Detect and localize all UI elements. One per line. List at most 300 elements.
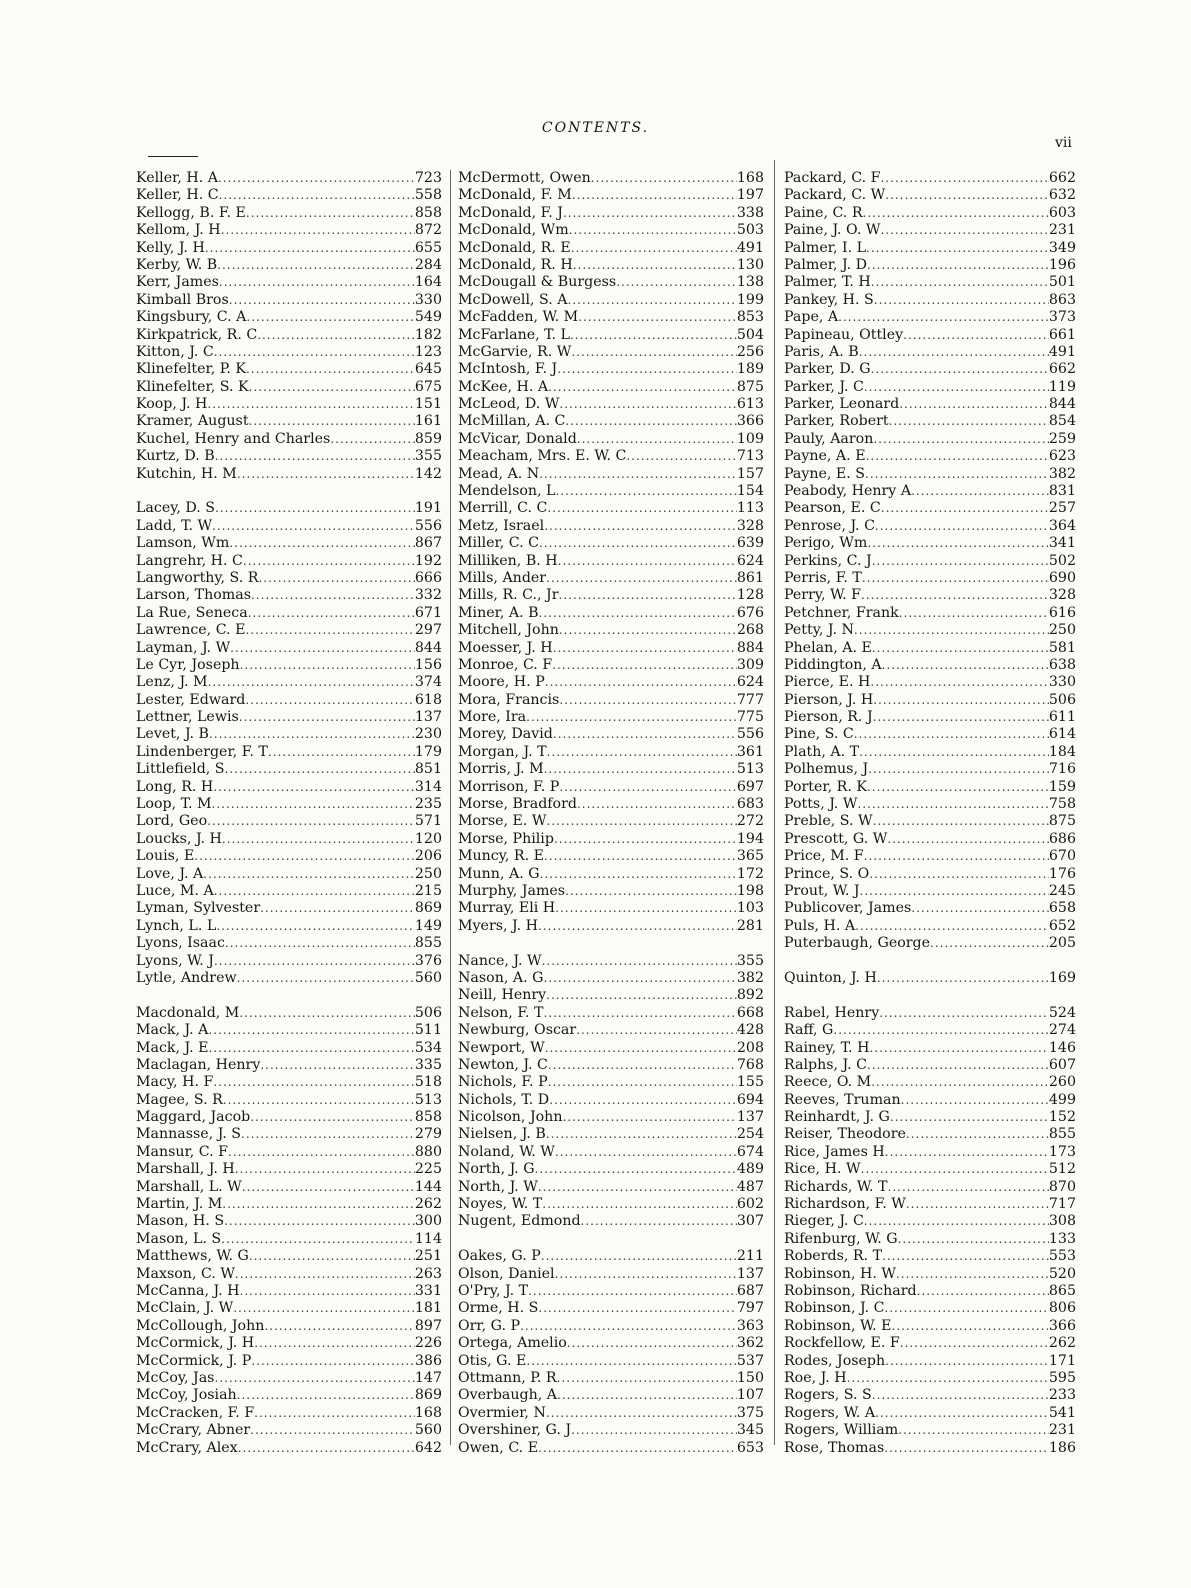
dot-leader xyxy=(222,1196,415,1213)
entry-page-number: 215 xyxy=(414,883,442,899)
entry-name: Preble, S. W xyxy=(784,813,873,830)
index-entry xyxy=(136,744,442,761)
index-entry xyxy=(784,1353,1076,1370)
index-entry xyxy=(784,1057,1076,1074)
entry-page-number: 524 xyxy=(1048,1004,1076,1021)
index-entry xyxy=(136,587,442,604)
index-entry xyxy=(136,1161,442,1178)
dot-leader xyxy=(548,1057,737,1074)
entry-name: Nance, J. W xyxy=(458,952,542,969)
dot-leader xyxy=(219,187,415,204)
entry-name: McVicar, Donald xyxy=(458,430,577,447)
entry-page-number: 250 xyxy=(414,865,442,882)
index-entry xyxy=(784,448,1076,465)
dot-leader xyxy=(875,1405,1049,1422)
entry-page-number: 506 xyxy=(1048,691,1076,708)
entry-page-number: 854 xyxy=(1048,413,1076,430)
index-entry xyxy=(136,605,442,622)
entry-name: McCollough, John xyxy=(136,1317,265,1334)
entry-name: Overshiner, G. J xyxy=(458,1422,572,1439)
entry-name: Lindenberger, F. T xyxy=(136,743,268,760)
entry-page-number: 225 xyxy=(414,1161,442,1178)
entry-name: Kirkpatrick, R. C xyxy=(136,326,258,343)
dot-leader xyxy=(555,483,736,500)
dot-leader xyxy=(215,448,415,465)
dot-leader xyxy=(866,448,1049,465)
entry-name: O'Pry, J. T xyxy=(458,1282,529,1299)
index-entry xyxy=(136,1057,442,1074)
index-entry xyxy=(458,257,764,274)
page-number: vii xyxy=(1055,135,1072,151)
dot-leader xyxy=(242,1179,415,1196)
entry-name: More, Ira xyxy=(458,709,527,726)
index-entry xyxy=(458,1283,764,1300)
dot-leader xyxy=(246,361,415,378)
entry-page-number: 671 xyxy=(414,604,442,621)
dot-leader xyxy=(238,1440,415,1457)
entry-name: Maclagan, Henry xyxy=(136,1056,261,1073)
dot-leader xyxy=(553,640,737,657)
dot-leader xyxy=(559,779,737,796)
dot-leader xyxy=(881,500,1049,517)
dot-leader xyxy=(557,1370,737,1387)
index-entry xyxy=(136,848,442,865)
entry-name: Payne, A. E xyxy=(784,448,866,465)
entry-page-number: 869 xyxy=(414,1387,442,1404)
index-entry xyxy=(784,170,1076,187)
index-entry xyxy=(458,518,764,535)
entry-name: Ottmann, P. R xyxy=(458,1369,557,1386)
dot-leader xyxy=(568,292,737,309)
dot-leader xyxy=(215,500,415,517)
entry-name: McCormick, J. P xyxy=(136,1352,252,1369)
entry-name: McGarvie, R. W xyxy=(458,343,572,360)
entry-name: Keller, H. A xyxy=(136,169,218,186)
index-entry xyxy=(784,1387,1076,1404)
index-entry xyxy=(136,1074,442,1091)
entry-name: Lamson, Wm xyxy=(136,535,230,552)
entry-page-number: 662 xyxy=(1048,361,1076,378)
entry-page-number: 245 xyxy=(1048,883,1076,899)
index-entry xyxy=(458,344,764,361)
dot-leader xyxy=(859,344,1049,361)
column-divider-2 xyxy=(774,160,775,1445)
index-entry xyxy=(784,1335,1076,1352)
entry-page-number: 186 xyxy=(1048,1439,1076,1456)
entry-page-number: 553 xyxy=(1048,1248,1076,1265)
dot-leader xyxy=(555,900,737,917)
entry-name: McCrary, Abner xyxy=(136,1422,251,1439)
entry-name: Loucks, J. H xyxy=(136,830,222,847)
dot-leader xyxy=(223,1092,415,1109)
index-entry xyxy=(784,535,1076,552)
entry-page-number: 274 xyxy=(1048,1022,1076,1039)
dot-leader xyxy=(557,361,737,378)
entry-page-number: 137 xyxy=(736,1109,764,1126)
entry-page-number: 875 xyxy=(1048,813,1076,830)
entry-name: Plath, A. T xyxy=(784,743,860,760)
index-entry xyxy=(136,309,442,326)
index-entry xyxy=(458,1266,764,1283)
entry-name: Paine, C. R xyxy=(784,204,863,221)
entry-name: Prescott, G. W xyxy=(784,830,888,847)
dot-leader xyxy=(205,240,415,257)
dot-leader xyxy=(535,1161,737,1178)
index-entry xyxy=(784,1144,1076,1161)
index-entry xyxy=(458,1161,764,1178)
entry-name: Robinson, H. W xyxy=(784,1265,896,1282)
dot-leader xyxy=(563,205,737,222)
index-entry xyxy=(136,1387,442,1404)
entry-name: Orr, G. P xyxy=(458,1317,521,1334)
entry-page-number: 632 xyxy=(1048,187,1076,204)
index-entry xyxy=(458,1405,764,1422)
index-entry xyxy=(136,1179,442,1196)
entry-name: Petchner, Frank xyxy=(784,604,899,621)
index-entry xyxy=(784,1300,1076,1317)
entry-page-number: 109 xyxy=(736,430,764,447)
entry-name: Kellom, J. H xyxy=(136,222,221,239)
dot-leader xyxy=(872,553,1049,570)
entry-name: Piddington, A xyxy=(784,656,882,673)
index-entry xyxy=(136,1266,442,1283)
entry-name: Neill, Henry xyxy=(458,987,547,1004)
entry-name: Prince, S. O xyxy=(784,865,870,882)
index-entry xyxy=(136,622,442,639)
index-entry xyxy=(458,274,764,291)
dot-leader xyxy=(260,1057,415,1074)
entry-page-number: 262 xyxy=(414,1196,442,1213)
entry-page-number: 499 xyxy=(1048,1091,1076,1108)
index-entry xyxy=(458,570,764,587)
header-rule xyxy=(148,156,198,157)
dot-leader xyxy=(863,205,1049,222)
index-entry xyxy=(458,987,764,1004)
entry-name: Lord, Geo xyxy=(136,813,208,830)
entry-page-number: 624 xyxy=(736,552,764,569)
entry-name: Lacey, D. S xyxy=(136,500,215,517)
index-entry xyxy=(136,953,442,970)
index-entry xyxy=(784,222,1076,239)
entry-page-number: 376 xyxy=(414,952,442,969)
entry-page-number: 556 xyxy=(414,517,442,534)
entry-name: Morey, David xyxy=(458,726,553,743)
entry-name: McCrary, Alex xyxy=(136,1439,238,1456)
entry-page-number: 366 xyxy=(736,413,764,430)
index-entry xyxy=(784,1440,1076,1457)
entry-page-number: 607 xyxy=(1048,1056,1076,1073)
dot-leader xyxy=(548,1074,737,1091)
dot-leader xyxy=(214,344,415,361)
entry-page-number: 308 xyxy=(1048,1213,1076,1230)
entry-name: Macy, H. F xyxy=(136,1074,214,1091)
dot-leader xyxy=(240,1283,415,1300)
dot-leader xyxy=(233,1300,415,1317)
index-entry xyxy=(784,587,1076,604)
entry-page-number: 652 xyxy=(1048,917,1076,934)
entry-name: Otis, G. E xyxy=(458,1352,527,1369)
entry-name: Payne, E. S xyxy=(784,465,866,482)
entry-name: Klinefelter, P. K xyxy=(136,361,247,378)
index-entry xyxy=(784,1370,1076,1387)
dot-leader xyxy=(884,1440,1049,1457)
entry-name: Morse, Bradford xyxy=(458,796,577,813)
dot-leader xyxy=(558,553,737,570)
index-entry xyxy=(458,1387,764,1404)
entry-page-number: 331 xyxy=(414,1282,442,1299)
dot-leader xyxy=(225,761,415,778)
entry-name: McFadden, W. M xyxy=(458,309,579,326)
index-entry xyxy=(784,657,1076,674)
dot-leader xyxy=(245,692,415,709)
index-entry xyxy=(458,866,764,883)
dot-leader xyxy=(237,1387,415,1404)
entry-page-number: 768 xyxy=(736,1056,764,1073)
dot-leader xyxy=(544,518,737,535)
index-entry xyxy=(784,1005,1076,1022)
dot-leader xyxy=(547,744,737,761)
index-entry xyxy=(458,674,764,691)
entry-page-number: 103 xyxy=(736,900,764,917)
index-entry xyxy=(784,1109,1076,1126)
index-entry xyxy=(136,500,442,517)
entry-page-number: 870 xyxy=(1048,1178,1076,1195)
entry-name: Kutchin, H. M xyxy=(136,465,237,482)
entry-name: La Rue, Seneca xyxy=(136,604,248,621)
entry-page-number: 560 xyxy=(414,969,442,986)
entry-page-number: 374 xyxy=(414,674,442,691)
dot-leader xyxy=(854,622,1049,639)
entry-name: Nason, A. G xyxy=(458,969,544,986)
index-entry xyxy=(784,709,1076,726)
entry-page-number: 602 xyxy=(736,1196,764,1213)
index-entry xyxy=(458,535,764,552)
index-entry xyxy=(784,622,1076,639)
dot-leader xyxy=(246,205,415,222)
entry-page-number: 257 xyxy=(1048,500,1076,517)
entry-name: Mora, Francis xyxy=(458,691,560,708)
index-entry xyxy=(136,1370,442,1387)
entry-name: Mansur, C. F xyxy=(136,1143,228,1160)
entry-page-number: 197 xyxy=(736,187,764,204)
entry-page-number: 503 xyxy=(736,222,764,239)
index-entry xyxy=(458,466,764,483)
entry-name: McKee, H. A xyxy=(458,378,549,395)
entry-page-number: 541 xyxy=(1048,1404,1076,1421)
index-entry xyxy=(784,292,1076,309)
dot-leader xyxy=(572,187,737,204)
dot-leader xyxy=(874,292,1049,309)
index-entry xyxy=(136,727,442,744)
dot-leader xyxy=(216,918,415,935)
entry-page-number: 138 xyxy=(736,274,764,291)
entry-page-number: 307 xyxy=(736,1213,764,1230)
entry-page-number: 341 xyxy=(1048,535,1076,552)
entry-page-number: 697 xyxy=(736,778,764,795)
entry-name: Perigo, Wm xyxy=(784,535,868,552)
entry-page-number: 502 xyxy=(1048,552,1076,569)
index-entry xyxy=(784,1318,1076,1335)
index-entry xyxy=(784,796,1076,813)
entry-page-number: 147 xyxy=(414,1369,442,1386)
entry-page-number: 262 xyxy=(1048,1335,1076,1352)
dot-leader xyxy=(879,1005,1049,1022)
entry-name: McDonald, R. H xyxy=(458,256,573,273)
dot-leader xyxy=(542,953,737,970)
entry-page-number: 233 xyxy=(1048,1387,1076,1404)
entry-name: Miner, A. B xyxy=(458,604,539,621)
entry-page-number: 263 xyxy=(414,1265,442,1282)
dot-leader xyxy=(591,170,737,187)
entry-page-number: 256 xyxy=(736,343,764,360)
index-entry xyxy=(458,831,764,848)
dot-leader xyxy=(867,257,1049,274)
entry-name: McDonald, R. E xyxy=(458,239,571,256)
dot-leader xyxy=(251,1353,415,1370)
entry-name: Overbaugh, A xyxy=(458,1387,557,1404)
dot-leader xyxy=(891,1318,1048,1335)
entry-page-number: 198 xyxy=(736,883,764,899)
entry-page-number: 123 xyxy=(414,343,442,360)
index-entry xyxy=(784,396,1076,413)
index-entry xyxy=(784,831,1076,848)
entry-name: Potts, J. W xyxy=(784,796,858,813)
entry-name: Murray, Eli H xyxy=(458,900,556,917)
entry-page-number: 199 xyxy=(736,291,764,308)
entry-name: Martin, J. M xyxy=(136,1196,223,1213)
entry-page-number: 658 xyxy=(1048,900,1076,917)
entry-name: Kitton, J. C xyxy=(136,343,214,360)
entry-page-number: 151 xyxy=(414,396,442,413)
dot-leader xyxy=(559,692,737,709)
entry-name: Mack, J. E xyxy=(136,1039,209,1056)
index-entry xyxy=(136,692,442,709)
entry-name: Larson, Thomas xyxy=(136,587,251,604)
entry-name: Reiser, Theodore xyxy=(784,1126,906,1143)
index-entry xyxy=(458,187,764,204)
index-entry xyxy=(458,1005,764,1022)
dot-leader xyxy=(203,866,415,883)
entry-page-number: 179 xyxy=(414,743,442,760)
entry-name: Keller, H. C xyxy=(136,187,219,204)
dot-leader xyxy=(875,518,1049,535)
index-entry xyxy=(784,1283,1076,1300)
dot-leader xyxy=(847,1370,1049,1387)
index-entry xyxy=(784,813,1076,830)
dot-leader xyxy=(885,187,1049,204)
dot-leader xyxy=(877,970,1049,987)
entry-page-number: 675 xyxy=(414,378,442,395)
entry-name: Packard, C. F xyxy=(784,169,881,186)
entry-page-number: 661 xyxy=(1048,326,1076,343)
entry-page-number: 338 xyxy=(736,204,764,221)
entry-page-number: 194 xyxy=(736,830,764,847)
dot-leader xyxy=(208,674,415,691)
dot-leader xyxy=(528,1283,737,1300)
entry-name: Le Cyr, Joseph xyxy=(136,656,240,673)
entry-page-number: 382 xyxy=(736,969,764,986)
dot-leader xyxy=(547,500,737,517)
index-entry xyxy=(136,535,442,552)
dot-leader xyxy=(235,1161,415,1178)
entry-page-number: 863 xyxy=(1048,291,1076,308)
index-entry xyxy=(458,1144,764,1161)
entry-page-number: 363 xyxy=(736,1317,764,1334)
entry-name: Langrehr, H. C xyxy=(136,552,243,569)
index-entry xyxy=(458,431,764,448)
index-entry xyxy=(784,1040,1076,1057)
entry-page-number: 670 xyxy=(1048,848,1076,865)
entry-name: Magee, S. R xyxy=(136,1091,223,1108)
entry-page-number: 858 xyxy=(414,204,442,221)
entry-name: McDonald, Wm xyxy=(458,222,569,239)
dot-leader xyxy=(867,1057,1049,1074)
dot-leader xyxy=(567,1335,737,1352)
dot-leader xyxy=(214,1370,414,1387)
entry-page-number: 176 xyxy=(1048,865,1076,882)
index-entry xyxy=(458,500,764,517)
index-entry xyxy=(458,1040,764,1057)
dot-leader xyxy=(541,1248,737,1265)
dot-leader xyxy=(870,674,1049,691)
index-entry xyxy=(136,1196,442,1213)
entry-name: Orme, H. S xyxy=(458,1300,539,1317)
entry-name: Puterbaugh, George xyxy=(784,935,931,952)
index-entry xyxy=(458,309,764,326)
dot-leader xyxy=(246,309,415,326)
entry-name: Parker, Leonard xyxy=(784,396,900,413)
entry-page-number: 859 xyxy=(414,430,442,447)
index-entry xyxy=(458,1092,764,1109)
entry-name: McMillan, A. C xyxy=(458,413,566,430)
entry-name: Matthews, W. G xyxy=(136,1248,249,1265)
entry-name: Parker, J. C xyxy=(784,378,864,395)
entry-page-number: 676 xyxy=(736,604,764,621)
index-entry xyxy=(136,1353,442,1370)
entry-name: Rose, Thomas xyxy=(784,1439,885,1456)
entry-page-number: 613 xyxy=(736,396,764,413)
index-entry xyxy=(784,1022,1076,1039)
dot-leader xyxy=(237,970,415,987)
entry-page-number: 865 xyxy=(1048,1282,1076,1299)
entry-page-number: 386 xyxy=(414,1352,442,1369)
index-entry xyxy=(136,553,442,570)
index-entry xyxy=(458,744,764,761)
index-entry xyxy=(458,1353,764,1370)
dot-leader xyxy=(557,1387,737,1404)
index-entry xyxy=(784,1179,1076,1196)
index-entry xyxy=(136,1405,442,1422)
entry-page-number: 645 xyxy=(414,361,442,378)
index-entry xyxy=(784,1196,1076,1213)
index-entry xyxy=(784,1074,1076,1091)
entry-name: Mendelson, L xyxy=(458,483,556,500)
dot-leader xyxy=(885,1353,1049,1370)
entry-page-number: 806 xyxy=(1048,1300,1076,1317)
entry-page-number: 861 xyxy=(736,569,764,586)
dot-leader xyxy=(889,413,1049,430)
dot-leader xyxy=(871,361,1049,378)
entry-page-number: 851 xyxy=(414,761,442,778)
entry-page-number: 611 xyxy=(1048,709,1076,726)
entry-name: Papineau, Ottley xyxy=(784,326,904,343)
entry-name: Levet, J. B xyxy=(136,726,209,743)
entry-name: Roe, J. H xyxy=(784,1369,847,1386)
index-entry xyxy=(784,431,1076,448)
entry-page-number: 844 xyxy=(414,639,442,656)
entry-name: McCanna, J. H xyxy=(136,1282,240,1299)
dot-leader xyxy=(250,1109,415,1126)
